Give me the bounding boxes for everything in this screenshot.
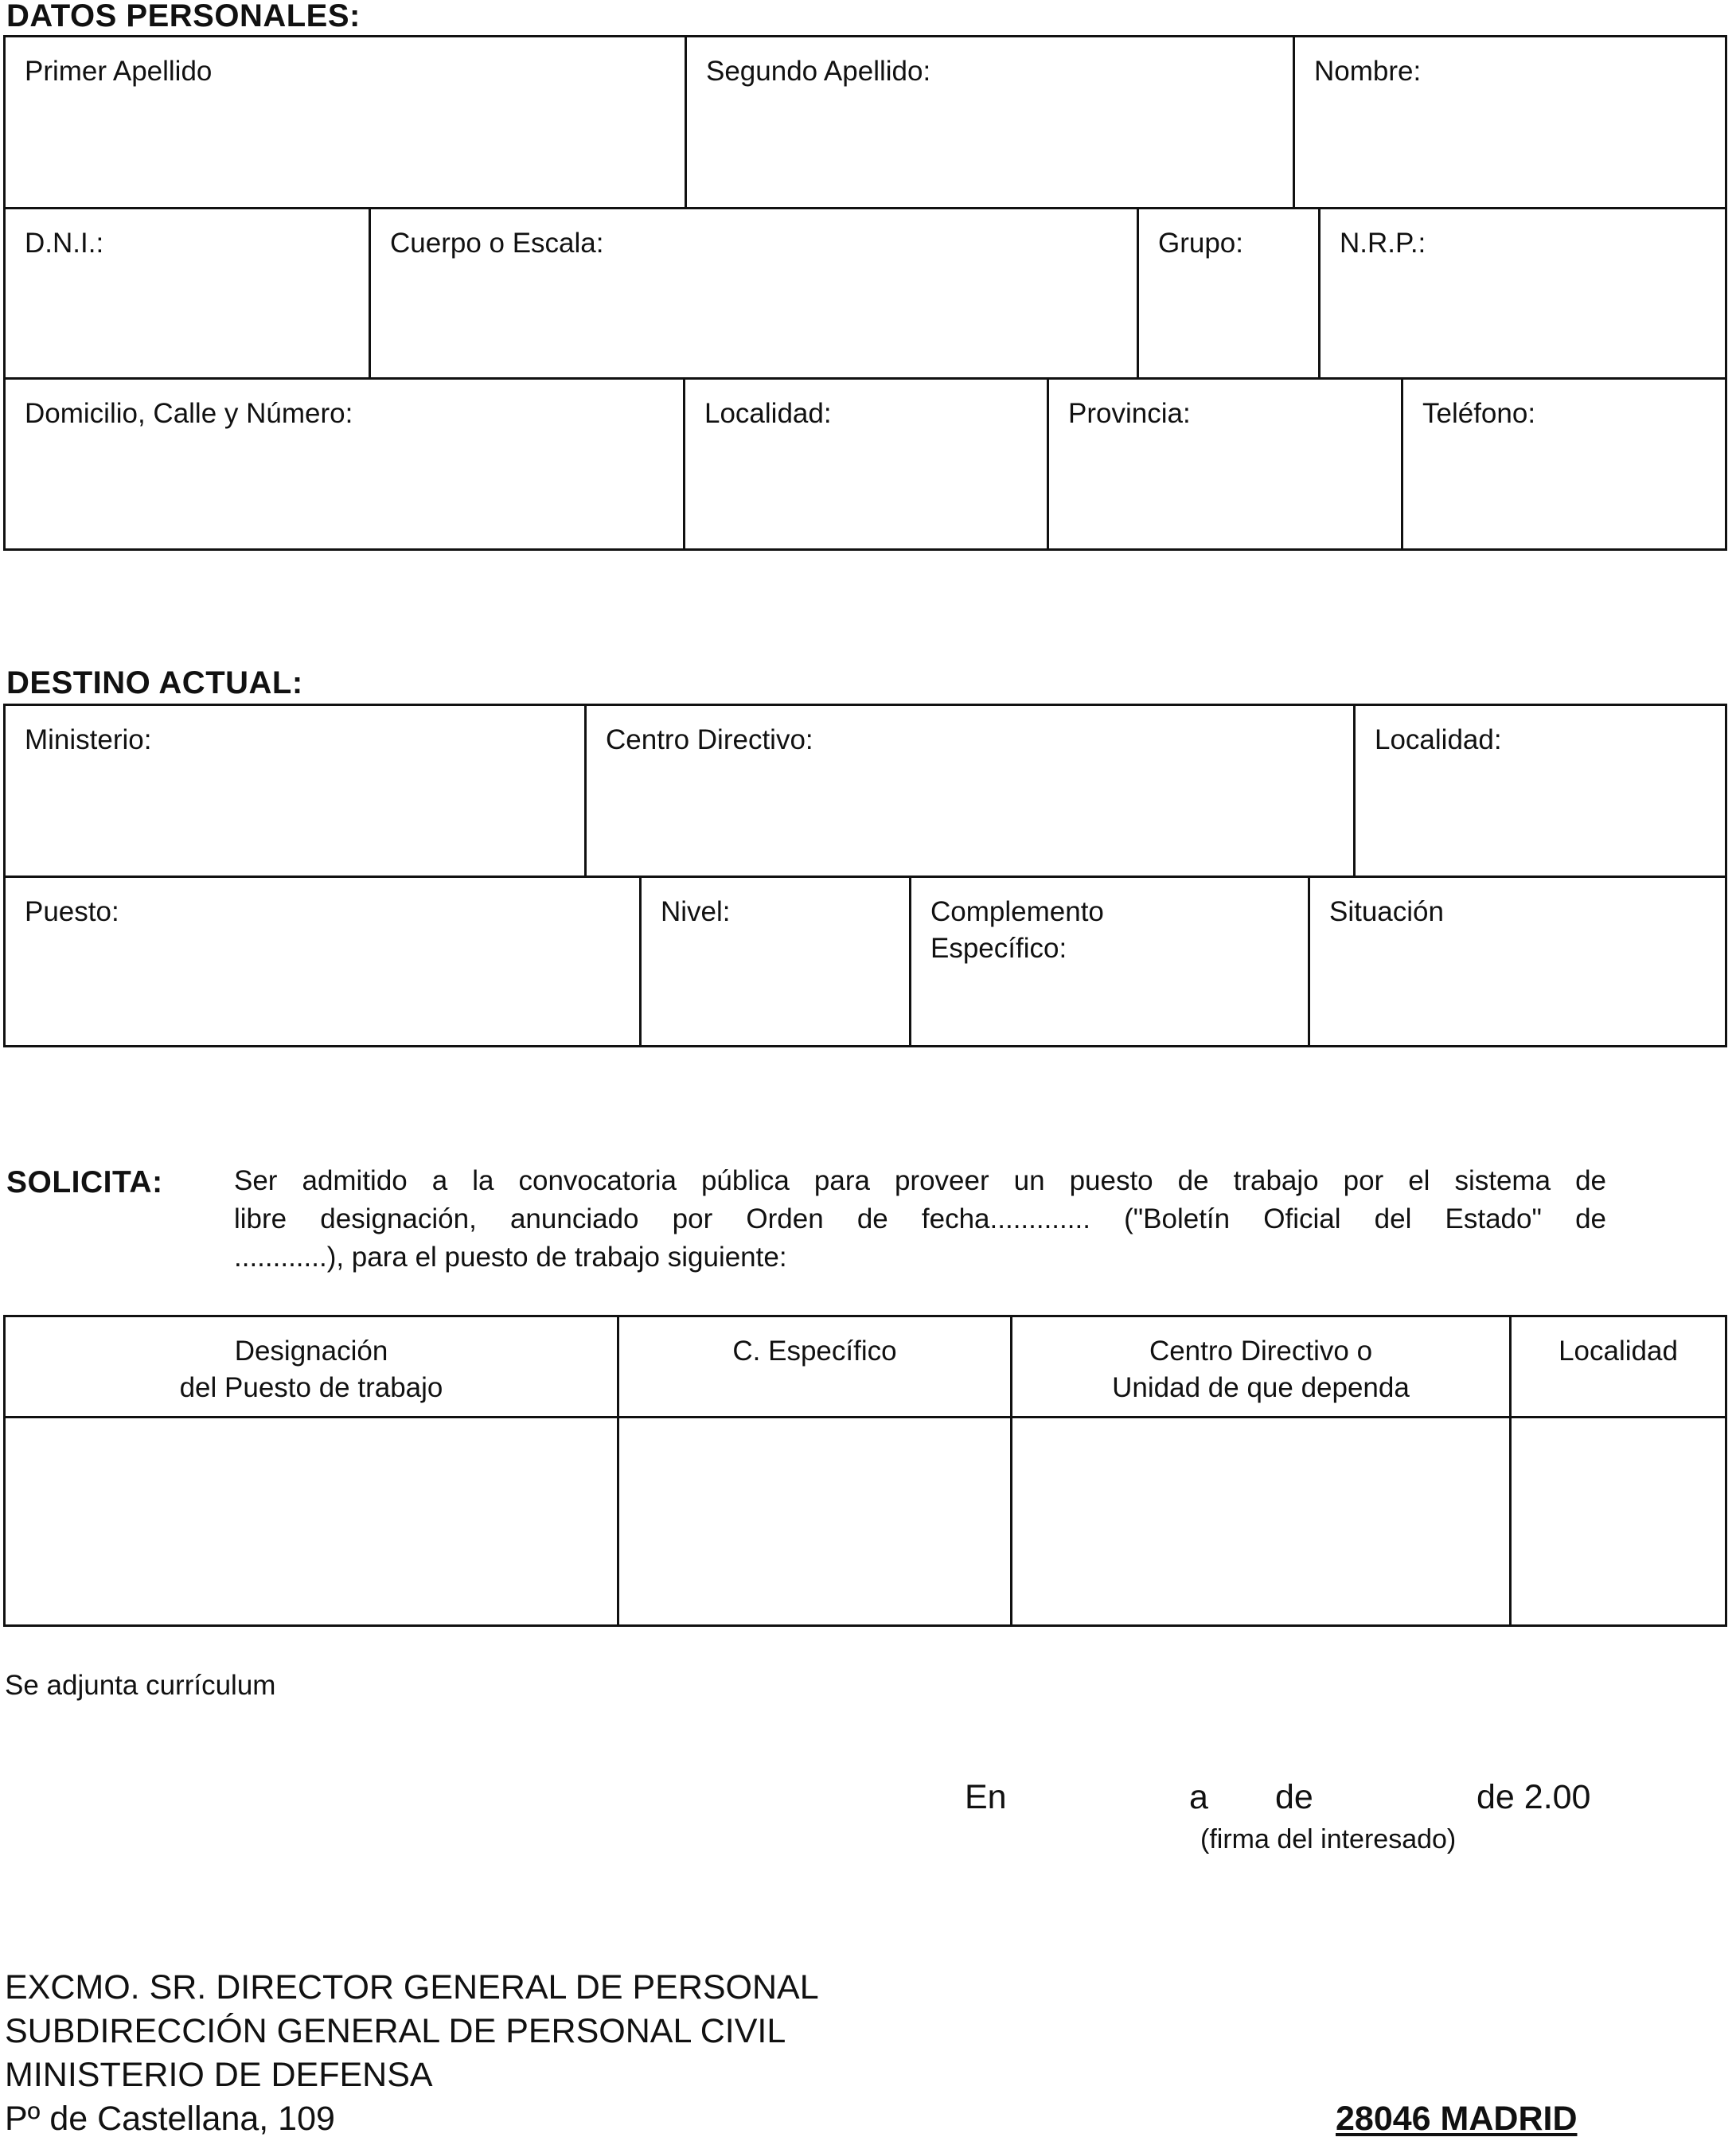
field-nivel[interactable] bbox=[642, 878, 909, 1045]
field-label: Nombre: bbox=[1314, 56, 1422, 87]
field-dni[interactable] bbox=[6, 209, 369, 377]
field-label: Domicilio, Calle y Número: bbox=[25, 398, 353, 429]
destino-actual-heading: DESTINO ACTUAL: bbox=[6, 665, 303, 700]
column-header: Designación del Puesto de trabajo bbox=[179, 1336, 443, 1403]
field-localidad-domicilio[interactable] bbox=[685, 380, 1047, 548]
field-label: Situación bbox=[1329, 896, 1444, 927]
firma-label: (firma del interesado) bbox=[1200, 1824, 1457, 1854]
field-domicilio[interactable] bbox=[6, 380, 683, 548]
adjunta-curriculum: Se adjunta currículum bbox=[5, 1670, 276, 1701]
field-label: Complemento Específico: bbox=[930, 896, 1104, 964]
solicita-line: ............), para el puesto de trabajo siguiente: bbox=[234, 1242, 787, 1273]
destino-actual-table bbox=[3, 704, 1727, 1047]
fecha-de-anio: de 2.00 bbox=[1477, 1778, 1591, 1816]
field-centro-directivo[interactable] bbox=[587, 706, 1353, 876]
field-ministerio[interactable] bbox=[6, 706, 584, 876]
input-localidad[interactable] bbox=[1512, 1418, 1725, 1624]
fecha-a: a bbox=[1189, 1778, 1208, 1816]
destinatario-city: 28046 MADRID bbox=[1336, 2100, 1578, 2138]
solicita-text bbox=[234, 1162, 1606, 1277]
header-centro-directivo bbox=[1012, 1317, 1509, 1416]
input-c-especifico[interactable] bbox=[619, 1418, 1010, 1624]
field-puesto[interactable] bbox=[6, 878, 639, 1045]
destinatario-block bbox=[5, 1966, 819, 2141]
destinatario-line: Pº de Castellana, 109 bbox=[5, 2100, 335, 2138]
input-centro-directivo[interactable] bbox=[1012, 1418, 1509, 1624]
field-grupo[interactable] bbox=[1139, 209, 1318, 377]
field-label: Nivel: bbox=[661, 896, 731, 927]
field-primer-apellido[interactable] bbox=[6, 37, 685, 207]
solicita-line: libre designación, anunciado por Orden de fecha............. ("Boletín Oficial del Estado" de bbox=[234, 1203, 1606, 1234]
field-situacion[interactable] bbox=[1310, 878, 1725, 1045]
fecha-en: En bbox=[965, 1778, 1007, 1816]
field-label: Teléfono: bbox=[1422, 398, 1536, 429]
column-header: Localidad bbox=[1558, 1336, 1678, 1367]
input-designacion[interactable] bbox=[6, 1418, 617, 1624]
field-label: D.N.I.: bbox=[25, 228, 104, 259]
field-label: Localidad: bbox=[1375, 724, 1502, 755]
field-label: Localidad: bbox=[704, 398, 832, 429]
destinatario-line: MINISTERIO DE DEFENSA bbox=[5, 2056, 433, 2094]
field-nrp[interactable] bbox=[1321, 209, 1725, 377]
field-provincia[interactable] bbox=[1049, 380, 1401, 548]
field-nombre[interactable] bbox=[1295, 37, 1725, 207]
datos-personales-table bbox=[3, 35, 1727, 551]
solicita-label: SOLICITA: bbox=[6, 1165, 163, 1199]
destinatario-line: SUBDIRECCIÓN GENERAL DE PERSONAL CIVIL bbox=[5, 2012, 786, 2050]
field-complemento-especifico[interactable] bbox=[911, 878, 1308, 1045]
field-cuerpo-escala[interactable] bbox=[371, 209, 1137, 377]
column-header: C. Específico bbox=[732, 1336, 897, 1367]
field-label: Ministerio: bbox=[25, 724, 152, 755]
fecha-de-mes: de bbox=[1275, 1778, 1313, 1816]
field-label: Cuerpo o Escala: bbox=[390, 228, 604, 259]
field-label: N.R.P.: bbox=[1340, 228, 1426, 259]
destinatario-line: EXCMO. SR. DIRECTOR GENERAL DE PERSONAL bbox=[5, 1968, 819, 2006]
column-header: Centro Directivo o Unidad de que dependa bbox=[1112, 1336, 1410, 1403]
field-localidad-destino[interactable] bbox=[1356, 706, 1725, 876]
field-label: Grupo: bbox=[1158, 228, 1243, 259]
header-c-especifico bbox=[619, 1317, 1010, 1416]
puesto-table bbox=[3, 1315, 1727, 1627]
header-designacion bbox=[6, 1317, 617, 1416]
field-label: Provincia: bbox=[1068, 398, 1191, 429]
field-telefono[interactable] bbox=[1403, 380, 1725, 548]
header-localidad bbox=[1512, 1317, 1725, 1416]
field-label: Segundo Apellido: bbox=[706, 56, 931, 87]
field-label: Puesto: bbox=[25, 896, 119, 927]
field-label: Primer Apellido bbox=[25, 56, 213, 87]
field-label: Centro Directivo: bbox=[606, 724, 813, 755]
solicita-line: Ser admitido a la convocatoria pública para proveer un puesto de trabajo por el sistema de bbox=[234, 1165, 1606, 1196]
field-segundo-apellido[interactable] bbox=[687, 37, 1293, 207]
datos-personales-heading: DATOS PERSONALES: bbox=[6, 0, 361, 33]
